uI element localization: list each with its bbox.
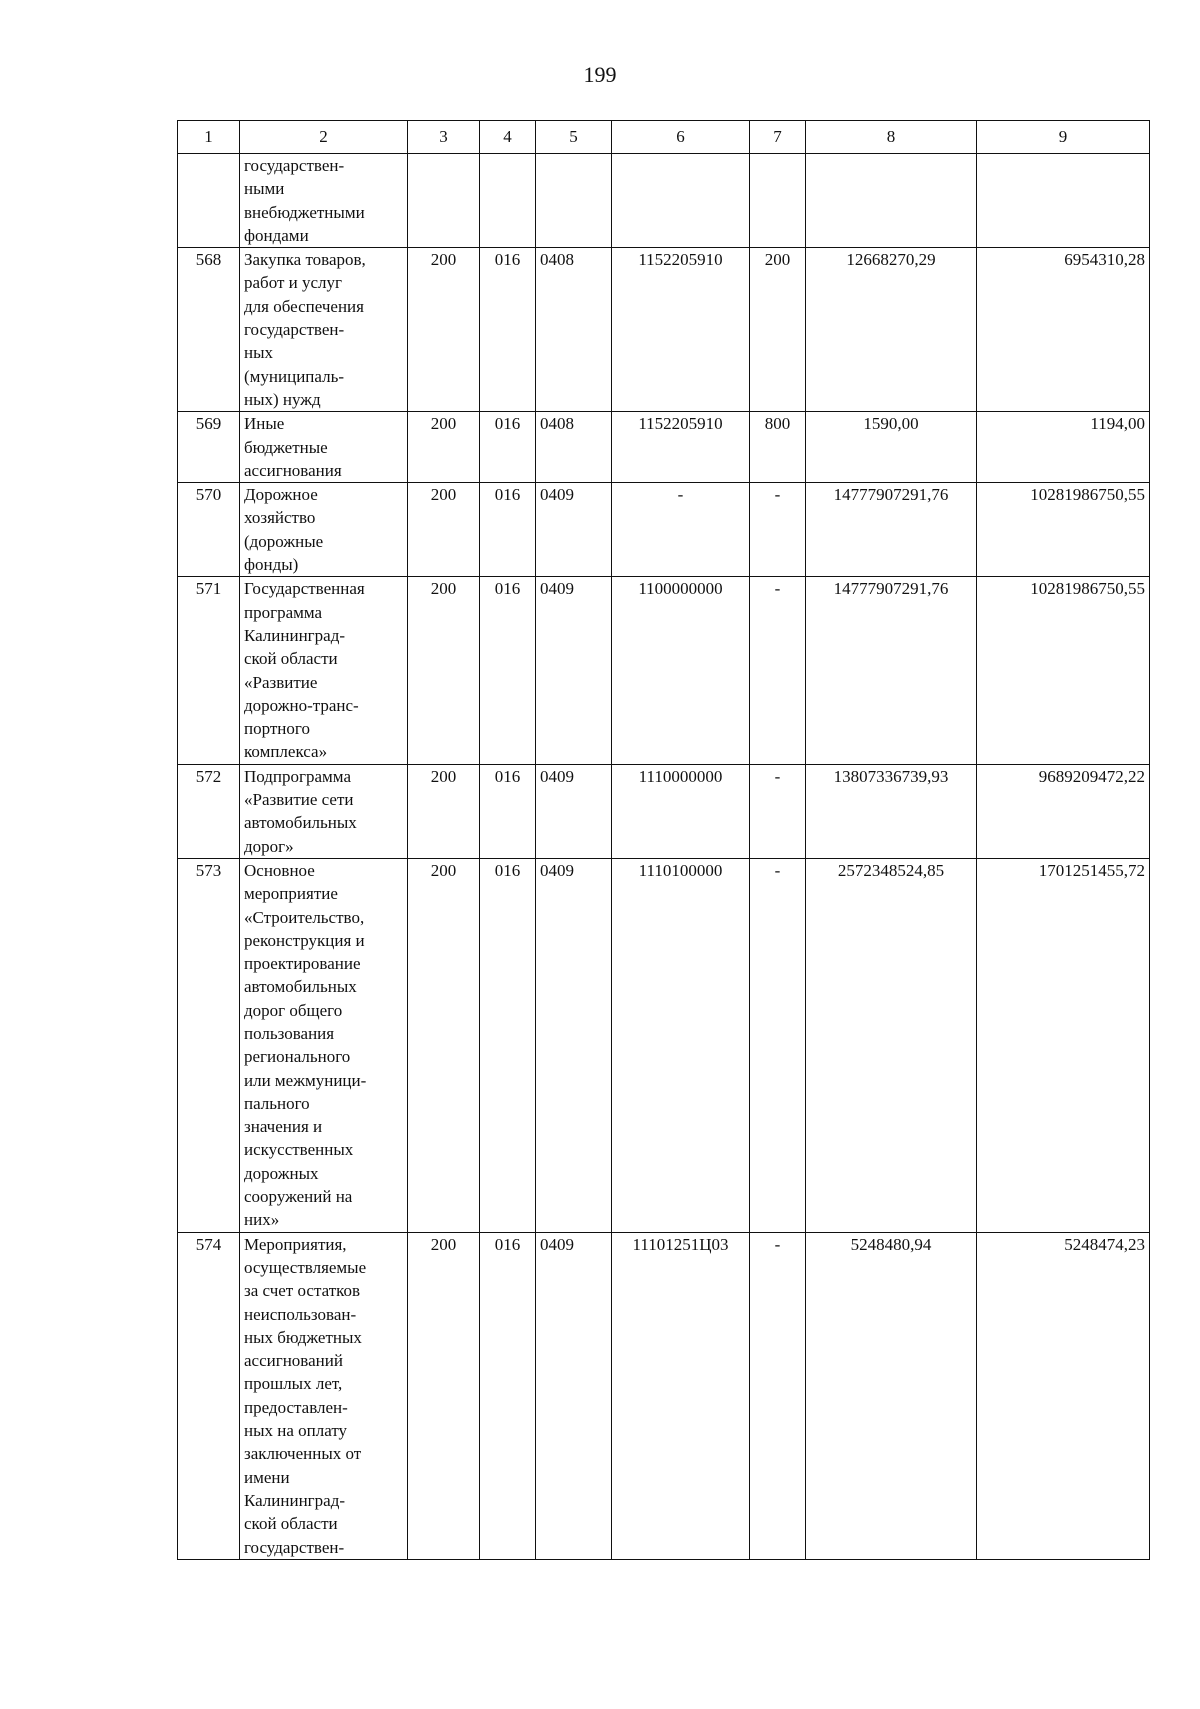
ministry-code: 200 bbox=[408, 577, 480, 764]
item-name-line: Калининград- bbox=[244, 1490, 346, 1510]
department-code: 016 bbox=[480, 248, 536, 412]
item-name-line: предоставлен- bbox=[244, 1397, 348, 1417]
item-name-line: дорог» bbox=[244, 836, 294, 856]
row-number: 571 bbox=[178, 577, 240, 764]
ministry-code: 200 bbox=[408, 248, 480, 412]
item-name-line: прошлых лет, bbox=[244, 1374, 343, 1394]
item-name-line: автомобильных bbox=[244, 813, 357, 833]
item-name-line: хозяйство bbox=[244, 508, 316, 528]
item-name-line: внебюджетными bbox=[244, 202, 365, 222]
item-name-line: ных) нужд bbox=[244, 389, 321, 409]
expense-type-code: - bbox=[750, 1232, 806, 1559]
executed-amount: 5248474,23 bbox=[977, 1232, 1150, 1559]
section-code: 0409 bbox=[536, 1232, 612, 1559]
table-row bbox=[178, 858, 1150, 1232]
row-number: 573 bbox=[178, 858, 240, 1232]
table-row bbox=[178, 154, 1150, 248]
item-name-line: пального bbox=[244, 1093, 310, 1113]
item-name-line: автомобильных bbox=[244, 977, 357, 997]
section-code: 0408 bbox=[536, 248, 612, 412]
ministry-code: 200 bbox=[408, 858, 480, 1232]
item-name-line: государствен- bbox=[244, 320, 345, 340]
item-name-line: сооружений на bbox=[244, 1187, 353, 1207]
item-name-line: ных bbox=[244, 343, 274, 363]
table-row bbox=[178, 412, 1150, 483]
department-code: 016 bbox=[480, 483, 536, 577]
department-code: 016 bbox=[480, 577, 536, 764]
item-name-line: Закупка товаров, bbox=[244, 250, 366, 270]
item-name-line: фонды) bbox=[244, 555, 299, 575]
row-number: 569 bbox=[178, 412, 240, 483]
item-name-line: заключенных от bbox=[244, 1444, 362, 1464]
executed-amount: 10281986750,55 bbox=[977, 483, 1150, 577]
section-code: 0409 bbox=[536, 764, 612, 858]
executed-amount: 9689209472,22 bbox=[977, 764, 1150, 858]
column-header-2: 2 bbox=[240, 121, 408, 154]
item-name-line: портного bbox=[244, 719, 310, 739]
item-name-line: Калининград- bbox=[244, 625, 346, 645]
column-header-5: 5 bbox=[536, 121, 612, 154]
ministry-code bbox=[408, 154, 480, 248]
section-code: 0409 bbox=[536, 483, 612, 577]
table-row bbox=[178, 577, 1150, 764]
item-name-line: неиспользован- bbox=[244, 1304, 357, 1324]
item-name-line: пользования bbox=[244, 1023, 335, 1043]
column-header-9: 9 bbox=[977, 121, 1150, 154]
page-number: 199 bbox=[583, 62, 617, 87]
item-name-line: них» bbox=[244, 1210, 280, 1230]
item-name-line: Государственная bbox=[244, 579, 365, 599]
item-name-line: ассигнований bbox=[244, 1351, 343, 1371]
item-name-line: дорожных bbox=[244, 1163, 319, 1183]
table-row bbox=[178, 483, 1150, 577]
row-number: 570 bbox=[178, 483, 240, 577]
item-name-line: ской области bbox=[244, 1514, 338, 1534]
section-code: 0409 bbox=[536, 858, 612, 1232]
column-header-8: 8 bbox=[806, 121, 977, 154]
section-code: 0408 bbox=[536, 412, 612, 483]
item-name bbox=[240, 1232, 408, 1559]
department-code: 016 bbox=[480, 858, 536, 1232]
column-header-1: 1 bbox=[178, 121, 240, 154]
planned-amount: 14777907291,76 bbox=[806, 577, 977, 764]
column-header-6: 6 bbox=[612, 121, 750, 154]
planned-amount: 12668270,29 bbox=[806, 248, 977, 412]
planned-amount bbox=[806, 154, 977, 248]
row-number: 574 bbox=[178, 1232, 240, 1559]
planned-amount: 5248480,94 bbox=[806, 1232, 977, 1559]
department-code: 016 bbox=[480, 412, 536, 483]
expense-type-code: - bbox=[750, 577, 806, 764]
department-code: 016 bbox=[480, 764, 536, 858]
target-article-code: 1110100000 bbox=[612, 858, 750, 1232]
item-name-line: или межмуници- bbox=[244, 1070, 367, 1090]
executed-amount: 1701251455,72 bbox=[977, 858, 1150, 1232]
expense-type-code: - bbox=[750, 483, 806, 577]
item-name bbox=[240, 248, 408, 412]
item-name-line: фондами bbox=[244, 225, 309, 245]
item-name-line: дорожно-транс- bbox=[244, 695, 359, 715]
item-name-line: реконструкция и bbox=[244, 930, 365, 950]
item-name-line: ными bbox=[244, 179, 285, 199]
expense-type-code: - bbox=[750, 764, 806, 858]
department-code: 016 bbox=[480, 1232, 536, 1559]
table-row bbox=[178, 248, 1150, 412]
item-name bbox=[240, 764, 408, 858]
item-name-line: «Развитие сети bbox=[244, 790, 354, 810]
department-code bbox=[480, 154, 536, 248]
item-name-line: осуществляемые bbox=[244, 1257, 367, 1277]
target-article-code: 1152205910 bbox=[612, 412, 750, 483]
item-name-line: Основное bbox=[244, 860, 315, 880]
item-name bbox=[240, 154, 408, 248]
ministry-code: 200 bbox=[408, 483, 480, 577]
item-name-line: Мероприятия, bbox=[244, 1234, 347, 1254]
item-name-line: искусственных bbox=[244, 1140, 354, 1160]
item-name-line: государствен- bbox=[244, 1537, 345, 1557]
planned-amount: 14777907291,76 bbox=[806, 483, 977, 577]
item-name-line: (муниципаль- bbox=[244, 366, 344, 386]
item-name bbox=[240, 483, 408, 577]
ministry-code: 200 bbox=[408, 764, 480, 858]
item-name-line: «Строительство, bbox=[244, 907, 365, 927]
item-name-line: государствен- bbox=[244, 156, 345, 175]
item-name-line: ных бюджетных bbox=[244, 1327, 362, 1347]
target-article-code: 11101251Ц03 bbox=[612, 1232, 750, 1559]
table-row bbox=[178, 764, 1150, 858]
ministry-code: 200 bbox=[408, 1232, 480, 1559]
item-name-line: ассигнования bbox=[244, 460, 342, 480]
item-name-line: Дорожное bbox=[244, 485, 318, 505]
row-number: 572 bbox=[178, 764, 240, 858]
item-name-line: мероприятие bbox=[244, 884, 338, 904]
item-name bbox=[240, 412, 408, 483]
expense-type-code: 200 bbox=[750, 248, 806, 412]
planned-amount: 1590,00 bbox=[806, 412, 977, 483]
item-name-line: комплекса» bbox=[244, 742, 328, 762]
target-article-code: 1100000000 bbox=[612, 577, 750, 764]
item-name-line: программа bbox=[244, 602, 323, 622]
expense-type-code bbox=[750, 154, 806, 248]
target-article-code bbox=[612, 154, 750, 248]
column-header-3: 3 bbox=[408, 121, 480, 154]
planned-amount: 13807336739,93 bbox=[806, 764, 977, 858]
target-article-code: - bbox=[612, 483, 750, 577]
item-name-line: бюджетные bbox=[244, 437, 328, 457]
budget-table bbox=[177, 120, 1150, 1560]
expense-type-code: 800 bbox=[750, 412, 806, 483]
item-name-line: имени bbox=[244, 1467, 290, 1487]
executed-amount: 10281986750,55 bbox=[977, 577, 1150, 764]
item-name-line: работ и услуг bbox=[244, 273, 342, 293]
item-name-line: значения и bbox=[244, 1117, 323, 1137]
column-header-7: 7 bbox=[750, 121, 806, 154]
section-code bbox=[536, 154, 612, 248]
item-name bbox=[240, 858, 408, 1232]
expense-type-code: - bbox=[750, 858, 806, 1232]
target-article-code: 1110000000 bbox=[612, 764, 750, 858]
executed-amount: 1194,00 bbox=[977, 412, 1150, 483]
item-name-line: «Развитие bbox=[244, 672, 318, 692]
column-header-4: 4 bbox=[480, 121, 536, 154]
executed-amount bbox=[977, 154, 1150, 248]
item-name-line: Подпрограмма bbox=[244, 766, 351, 786]
item-name-line: для обеспечения bbox=[244, 296, 364, 316]
row-number: 568 bbox=[178, 248, 240, 412]
item-name-line: ской области bbox=[244, 649, 338, 669]
ministry-code: 200 bbox=[408, 412, 480, 483]
item-name-line: (дорожные bbox=[244, 531, 324, 551]
item-name-line: регионального bbox=[244, 1047, 351, 1067]
target-article-code: 1152205910 bbox=[612, 248, 750, 412]
item-name-line: Иные bbox=[244, 414, 285, 434]
section-code: 0409 bbox=[536, 577, 612, 764]
row-number bbox=[178, 154, 240, 248]
table-body bbox=[178, 154, 1150, 1560]
item-name-line: проектирование bbox=[244, 954, 361, 974]
executed-amount: 6954310,28 bbox=[977, 248, 1150, 412]
item-name-line: ных на оплату bbox=[244, 1421, 348, 1441]
header-row bbox=[178, 121, 1150, 154]
item-name-line: дорог общего bbox=[244, 1000, 343, 1020]
item-name-line: за счет остатков bbox=[244, 1281, 361, 1301]
table-row bbox=[178, 1232, 1150, 1559]
item-name bbox=[240, 577, 408, 764]
planned-amount: 2572348524,85 bbox=[806, 858, 977, 1232]
